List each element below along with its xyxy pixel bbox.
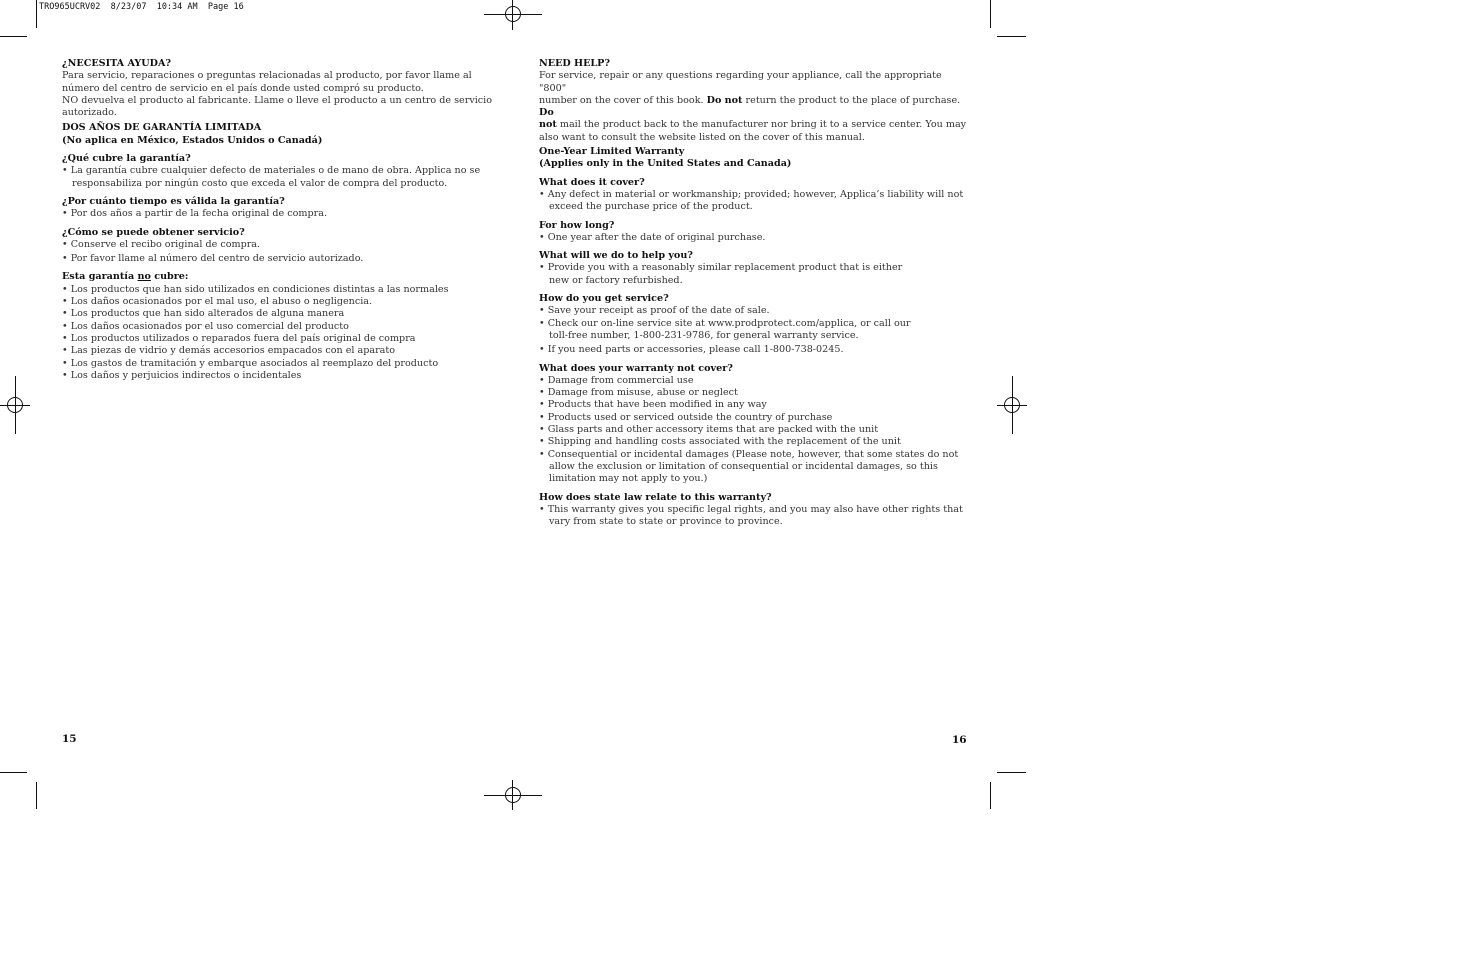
- body-line: Para servicio, reparaciones o preguntas relacionadas al producto, por favor llame al: [62, 70, 472, 82]
- warranty-heading: DOS AÑOS DE GARANTÍA LIMITADA: [62, 122, 262, 134]
- list-item: • Los daños y perjuicios indirectos o incidentales: [62, 369, 302, 381]
- bullet-list: [539, 232, 971, 244]
- body-line: number on the cover of this book. Do not return the product to the place of purchase. Do: [539, 94, 961, 119]
- bullet-list: [539, 189, 971, 214]
- bullet-list: [539, 504, 971, 529]
- body-line: For service, repair or any questions regarding your appliance, call the appropriate "800": [539, 70, 942, 94]
- list-item: • Los daños ocasionados por el uso comercial del producto: [62, 320, 349, 332]
- bullet-list: [62, 208, 494, 220]
- registration-mark-bottom: [484, 780, 542, 810]
- warranty-subheading: (No aplica en México, Estados Unidos o Canadá): [62, 134, 323, 146]
- list-item: • One year after the date of original purchase.: [539, 231, 766, 243]
- bullet-list: [539, 375, 971, 486]
- question-heading: ¿Cómo se puede obtener servicio?: [62, 226, 245, 238]
- crop-mark: [997, 36, 1026, 37]
- list-item: • Provide you with a reasonably similar replacement product that is either new or factory refurbished.: [539, 262, 903, 286]
- question-heading: How does state law relate to this warranty?: [539, 491, 772, 503]
- list-item: • Check our on-line service site at www.prodprotect.com/applica, or call our toll-free number, 1-800-231-9786, for general warranty service.: [539, 317, 911, 341]
- list-item: • La garantía cubre cualquier defecto de materiales o de mano de obra. Applica no se responsabiliza por ningún costo que exceda el valor de compra del producto.: [62, 165, 481, 189]
- question-heading: What does your warranty not cover?: [539, 362, 733, 374]
- print-slug: TRO965UCRV02 8/23/07 10:34 AM Page 16: [39, 2, 244, 12]
- bullet-list: [62, 284, 494, 382]
- list-item: • Los productos que han sido utilizados en condiciones distintas a las normales: [62, 283, 449, 295]
- crop-mark: [36, 782, 37, 809]
- question-heading: For how long?: [539, 219, 615, 231]
- page-number-left: 15: [62, 733, 77, 745]
- bullet-list: [62, 165, 494, 190]
- crop-mark: [997, 772, 1026, 773]
- warranty-subheading: (Applies only in the United States and Canada): [539, 158, 792, 170]
- crop-mark: [36, 0, 37, 28]
- list-item: • This warranty gives you specific legal rights, and you may also have other rights that vary from state to state or province to province.: [539, 503, 963, 528]
- crop-mark: [0, 36, 27, 37]
- registration-mark-right: [997, 376, 1027, 434]
- list-item: • Por dos años a partir de la fecha original de compra.: [62, 208, 328, 220]
- list-item: • Los productos que han sido alterados de alguna manera: [62, 308, 345, 320]
- crop-mark: [990, 0, 991, 28]
- list-item: • Las piezas de vidrio y demás accesorios empacados con el aparato: [62, 345, 396, 357]
- list-item: • Damage from commercial use: [539, 374, 694, 386]
- list-item: • Los gastos de tramitación y embarque asociados al reemplazo del producto: [62, 357, 439, 369]
- list-item: • Consequential or incidental damages (Please note, however, that some states do not allow the exclusion or limitation of consequential or incidental damages, so this limitation may not apply to you.): [539, 448, 959, 485]
- bullet-list: [539, 262, 971, 287]
- need-help-heading: ¿NECESITA AYUDA?: [62, 58, 172, 69]
- crop-mark: [0, 772, 27, 773]
- list-item: • Los productos utilizados o reparados fuera del país original de compra: [62, 332, 416, 344]
- list-item: • Any defect in material or workmanship; provided; however, Applica’s liability will not exceed the purchase price of the product.: [539, 188, 964, 213]
- list-item: • Shipping and handling costs associated with the replacement of the unit: [539, 436, 901, 448]
- list-item: • Products that have been modified in any way: [539, 399, 767, 411]
- list-item: • If you need parts or accessories, please call 1-800-738-0245.: [539, 344, 844, 356]
- body-line: número del centro de servicio en el país donde usted compró su producto.: [62, 82, 424, 94]
- question-heading: What will we do to help you?: [539, 250, 693, 262]
- list-item: • Por favor llame al número del centro de servicio autorizado.: [62, 253, 364, 265]
- question-heading: ¿Por cuánto tiempo es válida la garantía?: [62, 195, 285, 207]
- page-number-right: 16: [952, 734, 967, 746]
- list-item: • Damage from misuse, abuse or neglect: [539, 387, 738, 399]
- bullet-list: [62, 239, 494, 266]
- body-line: autorizado.: [62, 107, 117, 119]
- question-heading: ¿Qué cubre la garantía?: [62, 153, 191, 165]
- list-item: • Save your receipt as proof of the date of sale.: [539, 305, 770, 317]
- registration-mark-left: [0, 376, 30, 434]
- list-item: • Los daños ocasionados por el mal uso, el abuso o negligencia.: [62, 296, 373, 308]
- body-line: NO devuelva el producto al fabricante. Llame o lleve el producto a un centro de servicio: [62, 94, 493, 106]
- list-item: • Glass parts and other accessory items that are packed with the unit: [539, 424, 879, 436]
- list-item: • Products used or serviced outside the country of purchase: [539, 411, 833, 423]
- registration-mark-top: [484, 0, 542, 30]
- need-help-heading: NEED HELP?: [539, 58, 611, 69]
- english-warranty-column: [539, 56, 971, 528]
- list-item: • Conserve el recibo original de compra.: [62, 238, 261, 250]
- not-covered-heading: Esta garantía no cubre:: [62, 271, 189, 283]
- crop-mark: [990, 782, 991, 809]
- question-heading: How do you get service?: [539, 293, 669, 305]
- warranty-heading: One-Year Limited Warranty: [539, 146, 685, 158]
- body-line: not mail the product back to the manufacturer nor bring it to a service center. You may: [539, 119, 967, 131]
- question-heading: What does it cover?: [539, 176, 645, 188]
- bullet-list: [539, 305, 971, 356]
- body-line: also want to consult the website listed on the cover of this manual.: [539, 131, 865, 143]
- spanish-warranty-column: [62, 56, 494, 382]
